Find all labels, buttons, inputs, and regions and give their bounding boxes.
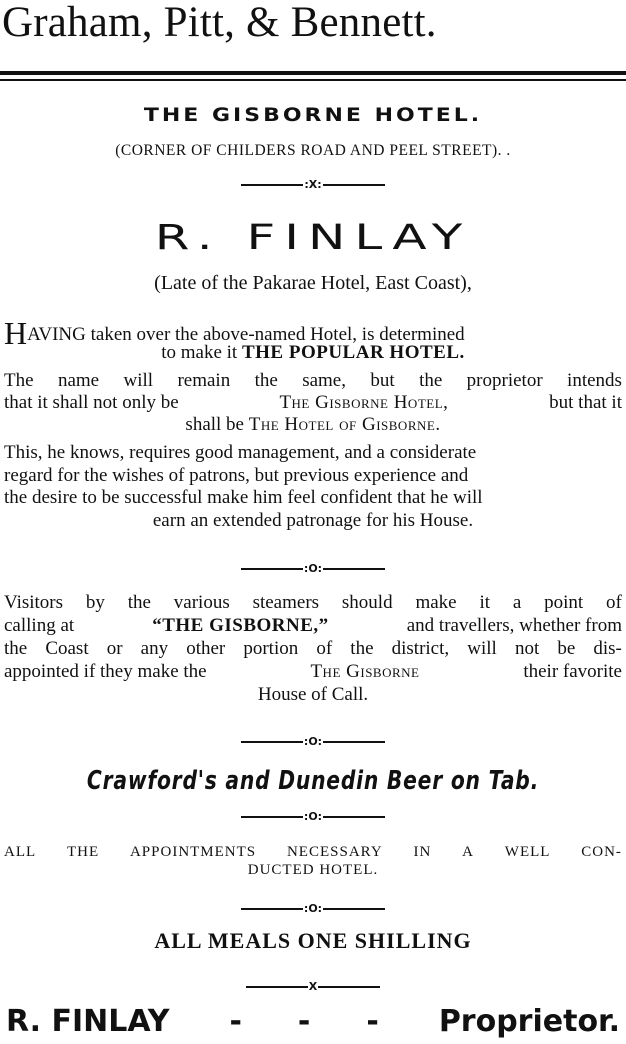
para4-line3 [0, 638, 626, 660]
para2-line1-word: proprietor [466, 370, 543, 391]
para3-line2: regard for the wishes of patrons, but previous experience and [4, 465, 469, 486]
divider-4: :O: [0, 810, 626, 823]
para4-line1-word: of [606, 592, 622, 613]
appointments-line1-word: CON- [581, 844, 622, 860]
para4-line3-word: the [4, 638, 28, 659]
para4-line1-word: various [173, 592, 230, 613]
divider-2: :O: [0, 562, 626, 575]
masthead-rule-thick [0, 71, 626, 75]
divider-1: :X: [0, 178, 626, 191]
appointments-line1-word: A [462, 844, 474, 860]
para2-line1-word: remain [177, 370, 231, 391]
divider-3: :O: [0, 735, 626, 748]
appointments-line1-word: ALL [4, 844, 37, 860]
para1-line2: to make it THE POPULAR HOTEL. [161, 342, 465, 363]
para4-line3-word: not [514, 638, 540, 659]
footer-name: R. FINLAY [6, 1004, 170, 1039]
appointments-line1 [0, 844, 626, 861]
para3-line4: earn an extended patronage for his House. [152, 510, 474, 531]
masthead-rule-thin [0, 79, 626, 81]
appointments-line1-word: APPOINTMENTS [129, 844, 257, 860]
para2-line1-word: will [123, 370, 154, 391]
para4-line1-word: point [544, 592, 584, 613]
beer-line: Crawford's and Dunedin Beer on Tab. [86, 766, 540, 796]
late-of-line: (Late of the Pakarae Hotel, East Coast), [154, 272, 472, 294]
para4-line1 [0, 592, 626, 614]
meals-line: ALL MEALS ONE SHILLING [154, 928, 472, 953]
para4-line1-word: should [341, 592, 393, 613]
masthead: Graham, Pitt, & Bennett. [2, 0, 437, 46]
para2-line2: that it shall not only be The Gisborne Hotel, but that it [4, 392, 622, 413]
para4-line1-word: Visitors [4, 592, 64, 613]
hotel-name: THE GISBORNE HOTEL. [143, 104, 483, 127]
para4-line5: House of Call. [257, 684, 369, 705]
para4-line3-word: of [316, 638, 333, 659]
para4-line1-word: a [512, 592, 522, 613]
para4-line3-word: any [140, 638, 169, 659]
para4-line1-word: the [127, 592, 151, 613]
para4-line3-word: district, [391, 638, 450, 659]
para2-line1-word: but [370, 370, 395, 391]
para2-line1-word: name [57, 370, 100, 391]
para2-line1-word: intends [567, 370, 622, 391]
para4-line3-word: or [106, 638, 123, 659]
para2-line1-word: same, [302, 370, 346, 391]
para1-line1: HAVING taken over the above-named Hotel, is determined [4, 318, 465, 348]
para4-line3-word: portion [243, 638, 299, 659]
proprietor-headline: R. FINLAY [154, 216, 472, 258]
appointments-line1-word: THE [66, 844, 100, 860]
para4-line3-word: Coast [45, 638, 89, 659]
para3-line1: This, he knows, requires good management, and a considerate [4, 442, 477, 463]
hotel-address: (CORNER OF CHILDERS ROAD AND PEEL STREET). . [115, 142, 511, 159]
para4-line3-word: will [467, 638, 497, 659]
appointments-line1-word: NECESSARY [286, 844, 383, 860]
para4-line3-word: be [557, 638, 576, 659]
para4-line1-word: it [479, 592, 490, 613]
para2-line1-word: the [419, 370, 443, 391]
appointments-line2: DUCTED HOTEL. [247, 862, 379, 878]
appointments-line1-word: IN [413, 844, 432, 860]
para2-line1-word: the [254, 370, 278, 391]
divider-5: :O: [0, 902, 626, 915]
para3-line3: the desire to be successful make him feel confident that he will [4, 487, 483, 508]
footer-title: Proprietor. [438, 1004, 620, 1039]
para2-line3: shall be The Hotel of Gisborne. [185, 414, 441, 435]
footer-dashes: - - - [229, 1004, 379, 1039]
appointments-line1-word: WELL [504, 844, 551, 860]
para4-line3-word: the [350, 638, 374, 659]
para4-line3-word: other [186, 638, 226, 659]
para4-line2: calling at “THE GISBORNE,” and travellers, whether from [4, 615, 622, 636]
para2-line1-word: The [4, 370, 34, 391]
para4-line1-word: by [85, 592, 105, 613]
footer-signature [0, 1004, 626, 1039]
para4-line4: appointed if they make the The Gisborne their favorite [4, 661, 622, 682]
para4-line1-word: make [415, 592, 457, 613]
para4-line1-word: steamers [252, 592, 320, 613]
para2-line1 [0, 370, 626, 392]
divider-6: X [0, 980, 626, 993]
para4-line3-word: dis- [593, 638, 622, 659]
